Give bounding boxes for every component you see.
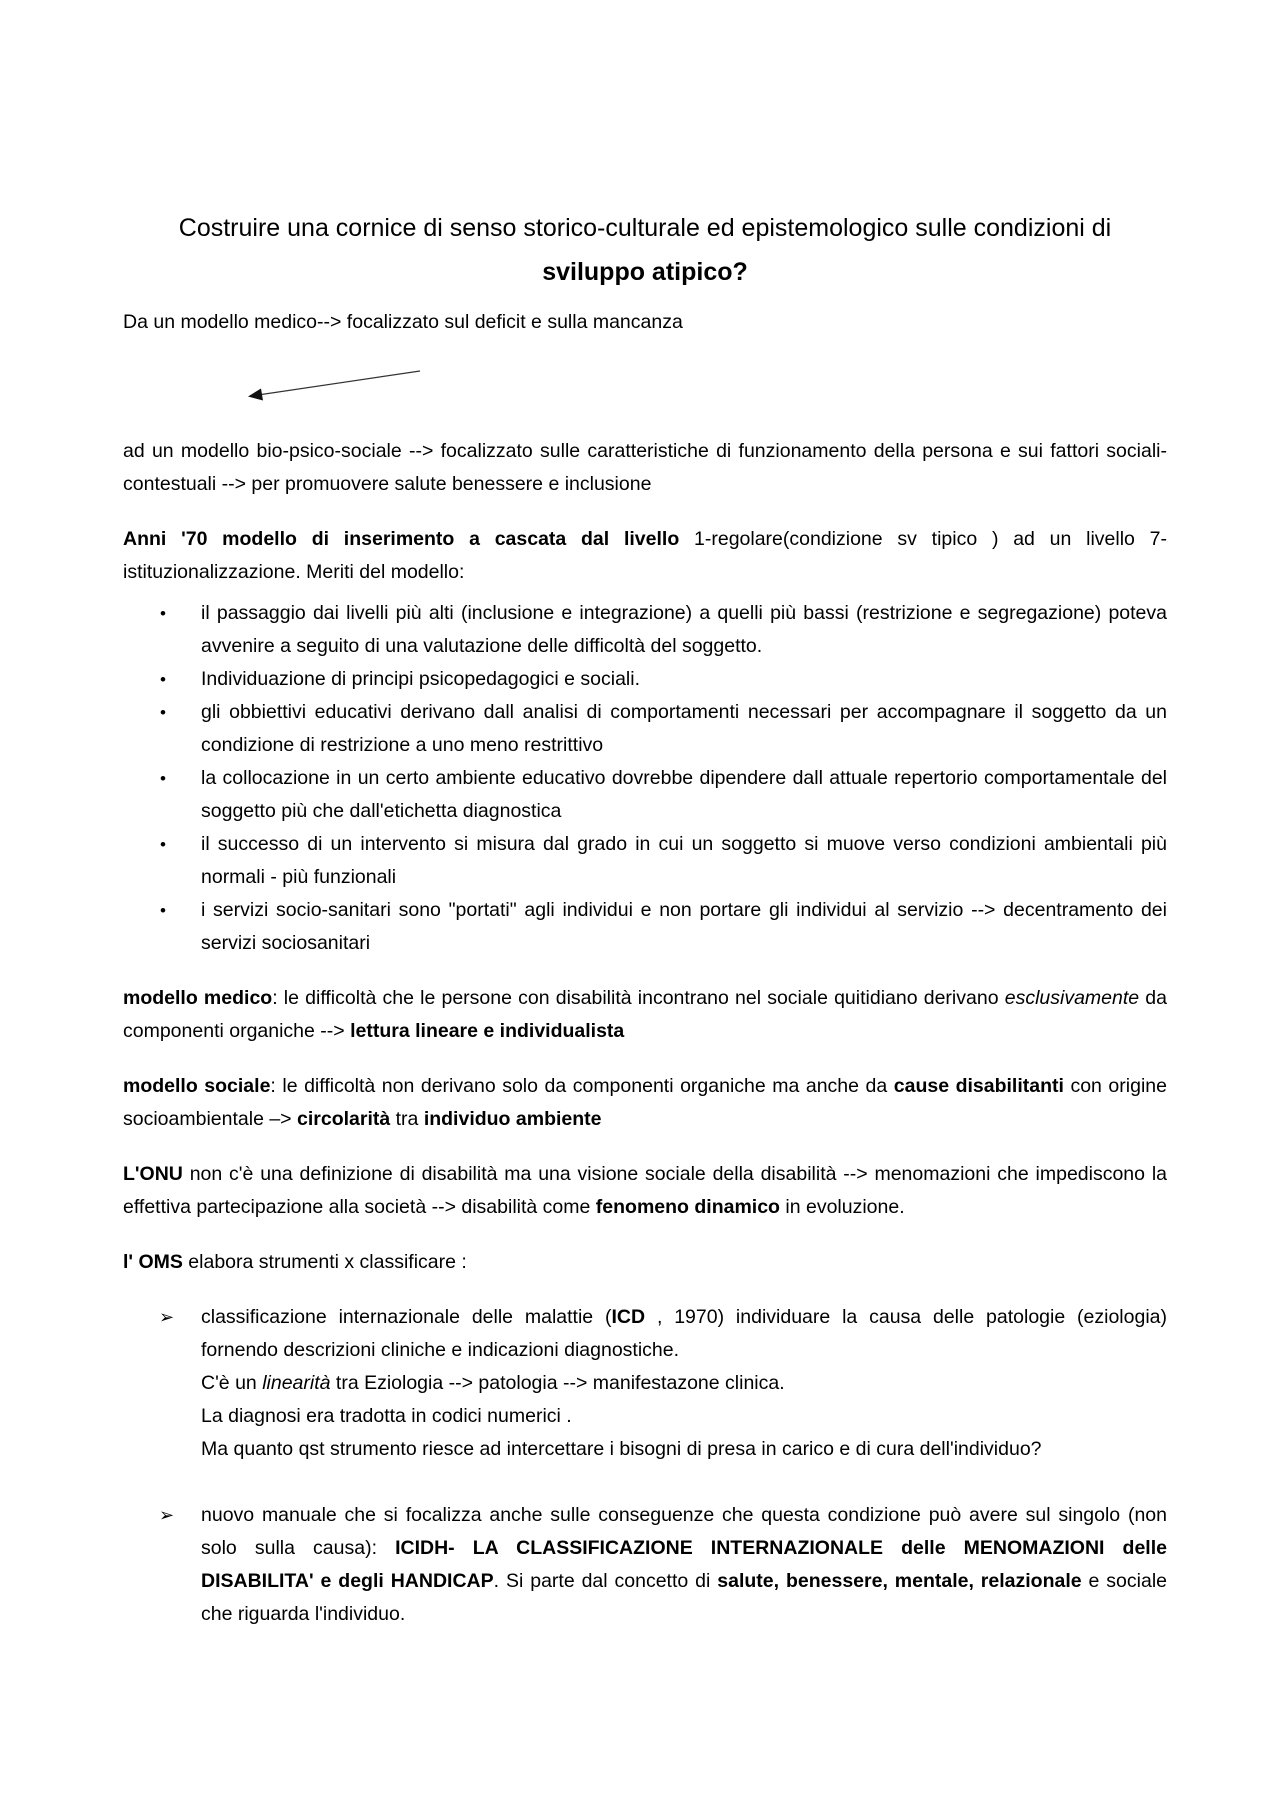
bullet-icon: • xyxy=(160,835,166,854)
list-item-text: il successo di un intervento si misura dal grado in cui un soggetto si muove verso condizioni ambientali più normali - più funzionali xyxy=(201,833,1167,888)
page-title xyxy=(123,206,1167,294)
arrow-bullet-icon: ➢ xyxy=(159,1307,175,1327)
list-item-icidh xyxy=(123,1499,1167,1631)
oms-term: l' OMS xyxy=(123,1251,183,1273)
sociale-bold-4: individuo ambiente xyxy=(423,1108,602,1130)
list-item xyxy=(123,828,1167,894)
onu-text-2: in evoluzione. xyxy=(779,1196,905,1218)
oms-text-1: elabora strumenti x classificare : xyxy=(182,1251,467,1273)
onu-term: L'ONU xyxy=(123,1163,183,1185)
icd-line-1 xyxy=(201,1301,1167,1367)
sociale-text-2: con origine socioambientale –> xyxy=(123,1075,1167,1130)
icidh-text-3: e sociale che riguarda l'individuo. xyxy=(201,1570,1167,1625)
icd-text-1: classificazione internazionale delle malattie ( xyxy=(201,1306,612,1328)
bullet-icon: • xyxy=(160,670,166,689)
list-item xyxy=(123,696,1167,762)
left-arrow-icon xyxy=(248,369,428,403)
list-item-text: il passaggio dai livelli più alti (inclusione e integrazione) a quelli più bassi (restrizione e segregazione) poteva avvenire a seguito di una valutazione delle difficoltà del soggetto. xyxy=(201,602,1167,657)
sociale-bold-3: circolarità xyxy=(297,1108,391,1130)
sociale-bold-2: cause disabilitanti xyxy=(893,1075,1064,1097)
arrow-drawing xyxy=(123,339,1167,435)
onu-bold-2: fenomeno dinamico xyxy=(595,1196,780,1218)
sociale-term: modello sociale xyxy=(123,1075,271,1097)
document-body xyxy=(123,206,1167,1631)
list-item-text: la collocazione in un certo ambiente educativo dovrebbe dipendere dall attuale repertorio comportamentale del soggetto più che dall'etichetta diagnostica xyxy=(201,767,1167,822)
list-item-text: Individuazione di principi psicopedagogici e sociali. xyxy=(201,668,641,690)
paragraph-onu xyxy=(123,1158,1167,1224)
sociale-text-3: tra xyxy=(390,1108,424,1130)
list-item-text: gli obbiettivi educativi derivano dall analisi di comportamenti necessari per accompagnare il soggetto da un condizione di restrizione a uno meno restrittivo xyxy=(201,701,1167,756)
list-item xyxy=(123,894,1167,960)
list-item xyxy=(123,762,1167,828)
bullet-icon: • xyxy=(160,901,166,920)
medico-italic: esclusivamente xyxy=(1004,987,1140,1009)
list-spacer xyxy=(123,1466,1167,1499)
list-item-text: i servizi socio-sanitari sono "portati" agli individui e non portare gli individui al servizio --> decentramento dei servizi sociosanitari xyxy=(201,899,1167,954)
paragraph-oms xyxy=(123,1246,1167,1279)
icidh-bold-1: ICIDH- LA CLASSIFICAZIONE INTERNAZIONALE delle MENOMAZIONI delle DISABILITA' e degli HANDICAP xyxy=(201,1537,1167,1592)
icd-line-4: Ma quanto qst strumento riesce ad intercettare i bisogni di presa in carico e di cura dell'individuo? xyxy=(201,1438,1042,1460)
icd-text-2: , 1970) individuare la causa delle patologie (eziologia) fornendo descrizioni cliniche e indicazioni diagnostiche. xyxy=(201,1306,1167,1361)
anni-70-rest: 1-regolare(condizione sv tipico ) ad un livello 7-istituzionalizzazione. Meriti del modello: xyxy=(123,528,1167,583)
list-item xyxy=(123,663,1167,696)
icidh-text-2: . Si parte dal concetto di xyxy=(493,1570,718,1592)
onu-text-1: non c'è una definizione di disabilità ma una visione sociale della disabilità --> menomazioni che impediscono la effettiva partecipazione alla società --> disabilità come xyxy=(123,1163,1167,1218)
bullet-icon: • xyxy=(160,604,166,623)
icd-line-2a: C'è un xyxy=(201,1372,263,1394)
title-line-1: Costruire una cornice di senso storico-culturale ed epistemologico sulle condizioni di xyxy=(178,214,1112,242)
bullet-icon: • xyxy=(160,769,166,788)
merits-list xyxy=(123,597,1167,960)
icidh-text-1: nuovo manuale che si focalizza anche sulle conseguenze che questa condizione può avere sul singolo (non solo sulla causa): xyxy=(201,1504,1167,1559)
icd-acronym: ICD xyxy=(611,1306,646,1328)
paragraph-bio-psico-sociale: ad un modello bio-psico-sociale --> focalizzato sulle caratteristiche di funzionamento della persona e sui fattori sociali-contestuali --> per promuovere salute benessere e inclusione xyxy=(123,440,1167,495)
medico-text-1: : le difficoltà che le persone con disabilità incontrano nel sociale quitidiano derivano xyxy=(272,987,1005,1009)
arrow-bullet-icon: ➢ xyxy=(159,1505,175,1525)
list-item-icd xyxy=(123,1301,1167,1466)
bullet-icon: • xyxy=(160,703,166,722)
icd-line-2b: tra Eziologia --> patologia --> manifestazone clinica. xyxy=(330,1372,785,1394)
paragraph-anni-70 xyxy=(123,523,1167,589)
oms-tools-list xyxy=(123,1301,1167,1631)
medico-text-2: da componenti organiche --> xyxy=(123,987,1167,1042)
medico-bold-2: lettura lineare e individualista xyxy=(350,1020,625,1042)
sociale-text-1: : le difficoltà non derivano solo da componenti organiche ma anche da xyxy=(270,1075,894,1097)
medico-term: modello medico xyxy=(123,987,273,1009)
list-item xyxy=(123,597,1167,663)
icd-line-2-italic: linearità xyxy=(262,1372,331,1394)
title-line-2: sviluppo atipico? xyxy=(542,258,748,286)
paragraph-modello-sociale-def xyxy=(123,1070,1167,1136)
paragraph-modello-medico: Da un modello medico--> focalizzato sul deficit e sulla mancanza xyxy=(123,311,683,333)
anni-70-bold: Anni '70 modello di inserimento a cascata dal livello xyxy=(123,528,680,550)
icidh-bold-2: salute, benessere, mentale, relazionale xyxy=(717,1570,1082,1592)
icd-line-2 xyxy=(201,1367,1167,1400)
paragraph-modello-medico-def xyxy=(123,982,1167,1048)
icd-line-3: La diagnosi era tradotta in codici numerici . xyxy=(201,1405,572,1427)
